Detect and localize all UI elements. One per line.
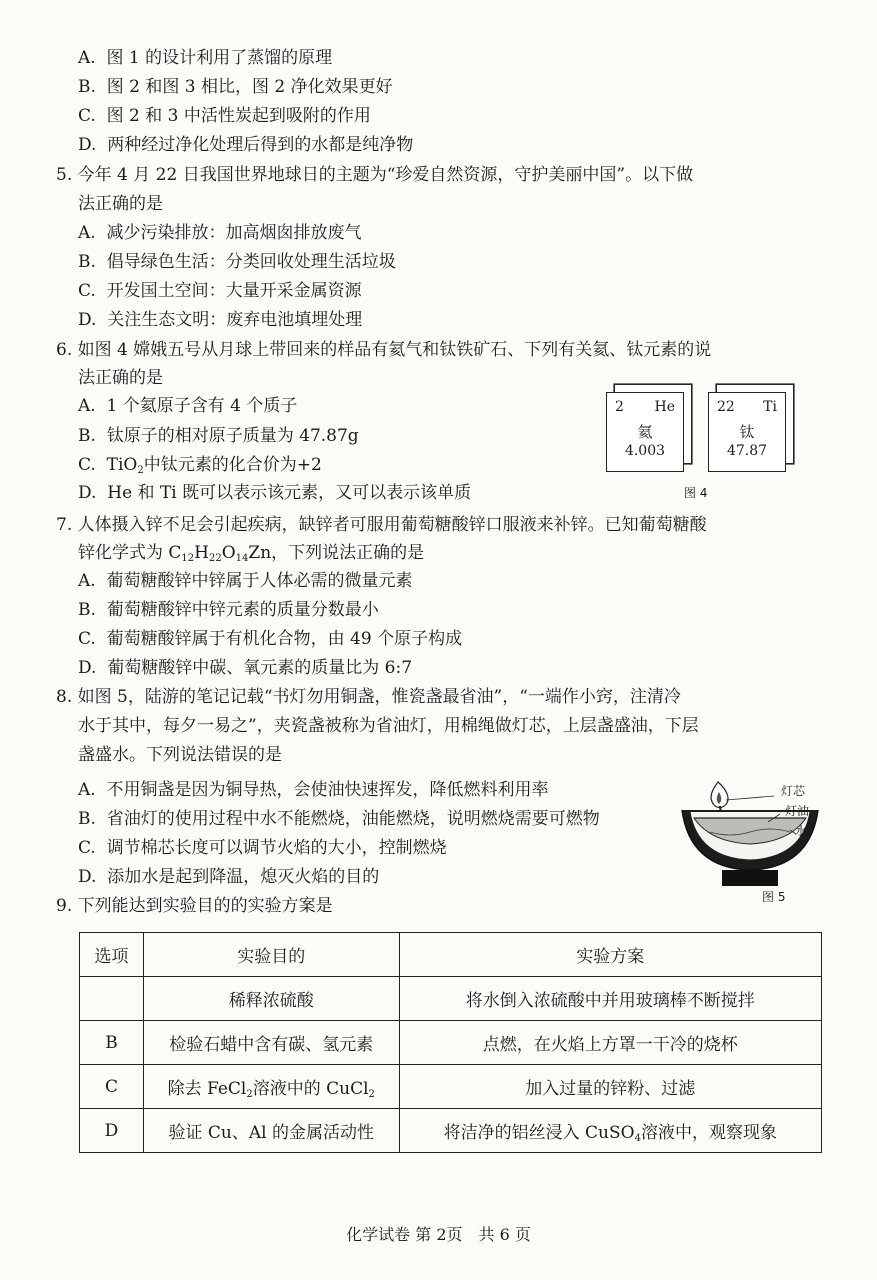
q4-option-a: A. 图 1 的设计利用了蒸馏的原理 bbox=[78, 48, 333, 68]
q4-option-b: B. 图 2 和图 3 相比，图 2 净化效果更好 bbox=[78, 77, 393, 97]
q7-option-a: A. 葡萄糖酸锌中锌属于人体必需的微量元素 bbox=[78, 571, 413, 591]
table-row bbox=[80, 1109, 822, 1153]
q5-option-b: B. 倡导绿色生活：分类回收处理生活垃圾 bbox=[78, 252, 396, 272]
q7-stem-cont: 锌化学式为 $C_{12}H_{22}O_{14}Zn$，下列说法正确的是 bbox=[78, 543, 425, 564]
figure-4-caption: 图 4 bbox=[684, 486, 708, 500]
q6-option-b: B. 钛原子的相对原子质量为 47.87g bbox=[78, 426, 359, 446]
element-symbol: He bbox=[654, 399, 675, 415]
figure-5-caption: 图 5 bbox=[762, 890, 786, 904]
element-symbol: Ti bbox=[763, 399, 777, 415]
atomic-mass: 4.003 bbox=[624, 443, 666, 459]
q6-option-a: A. 1 个氦原子含有 4 个质子 bbox=[78, 396, 298, 416]
q5-option-c: C. 开发国土空间：大量开采金属资源 bbox=[78, 281, 362, 301]
row-goal: 稀释浓硫酸 bbox=[143, 977, 399, 1021]
header-goal: 实验目的 bbox=[143, 933, 399, 977]
row-plan: 将水倒入浓硫酸中并用玻璃棒不断搅拌 bbox=[399, 977, 821, 1021]
q7-option-b: B. 葡萄糖酸锌中锌元素的质量分数最小 bbox=[78, 600, 379, 620]
atomic-mass: 47.87 bbox=[726, 443, 768, 459]
q4-option-c: C. 图 2 和 3 中活性炭起到吸附的作用 bbox=[78, 106, 371, 126]
row-plan: 将洁净的铝丝浸入 CuSO$_4$溶液中，观察现象 bbox=[399, 1109, 821, 1153]
row-option: B bbox=[80, 1021, 144, 1065]
q7-stem: 7. 人体摄入锌不足会引起疾病，缺锌者可服用葡萄糖酸锌口服液来补锌。已知葡萄糖酸 bbox=[56, 515, 707, 535]
page-footer: 化学试卷 第 2页 共 6 页 bbox=[346, 1225, 531, 1244]
table-row bbox=[80, 1065, 822, 1109]
header-option: 选项 bbox=[80, 933, 144, 977]
label-oil: 灯油 bbox=[785, 804, 810, 818]
q9-stem: 9. 下列能达到实验目的的实验方案是 bbox=[56, 896, 333, 916]
experiment-table bbox=[79, 932, 822, 1153]
q8-option-c: C. 调节棉芯长度可以调节火焰的大小，控制燃烧 bbox=[78, 838, 447, 858]
q6-option-c: C. TiO$_2$中钛元素的化合价为+2 bbox=[78, 455, 322, 476]
q8-option-a: A. 不用铜盏是因为铜导热，会使油快速挥发，降低燃料利用率 bbox=[78, 780, 549, 800]
q5-stem-cont: 法正确的是 bbox=[78, 194, 163, 214]
label-wick: 灯芯 bbox=[781, 784, 806, 798]
row-option: D bbox=[80, 1109, 144, 1153]
q5-option-d: D. 关注生态文明：废弃电池填埋处理 bbox=[78, 310, 363, 330]
row-plan: 点燃，在火焰上方罩一干冷的烧杯 bbox=[399, 1021, 821, 1065]
row-option bbox=[80, 977, 144, 1021]
atomic-number: 2 bbox=[615, 399, 624, 415]
table-row bbox=[80, 1021, 822, 1065]
q7-option-d: D. 葡萄糖酸锌中碳、氧元素的质量比为 6:7 bbox=[78, 658, 413, 678]
row-goal: 除去 FeCl$_2$溶液中的 CuCl$_2$ bbox=[143, 1065, 399, 1109]
header-plan: 实验方案 bbox=[399, 933, 821, 977]
q7-option-c: C. 葡萄糖酸锌属于有机化合物，由 49 个原子构成 bbox=[78, 629, 463, 649]
q8-stem-cont-2: 盏盛水。下列说法错误的是 bbox=[78, 745, 282, 765]
q8-option-b: B. 省油灯的使用过程中水不能燃烧，油能燃烧，说明燃烧需要可燃物 bbox=[78, 809, 600, 829]
row-plan: 加入过量的锌粉、过滤 bbox=[399, 1065, 821, 1109]
element-name: 钛 bbox=[739, 423, 755, 441]
element-card-helium bbox=[606, 392, 684, 472]
q8-option-d: D. 添加水是起到降温，熄灭火焰的目的 bbox=[78, 867, 380, 887]
row-goal: 检验石蜡中含有碳、氢元素 bbox=[143, 1021, 399, 1065]
q4-option-d: D. 两种经过净化处理后得到的水都是纯净物 bbox=[78, 135, 414, 155]
lamp-foot-icon bbox=[722, 870, 778, 886]
q5-stem: 5. 今年 4 月 22 日我国世界地球日的主题为“珍爱自然资源，守护美丽中国”。以下做 bbox=[56, 165, 694, 185]
q5-option-a: A. 减少污染排放：加高烟囱排放废气 bbox=[78, 223, 362, 243]
label-water: 水 bbox=[795, 824, 808, 838]
row-option: C bbox=[80, 1065, 144, 1109]
table-row bbox=[80, 977, 822, 1021]
atomic-number: 22 bbox=[717, 399, 735, 415]
q6-stem-cont: 法正确的是 bbox=[78, 368, 163, 388]
element-card-titanium bbox=[708, 392, 786, 472]
table-header-row bbox=[80, 933, 822, 977]
q6-stem: 6. 如图 4 嫦娥五号从月球上带回来的样品有氦气和钛铁矿石、下列有关氦、钛元素的说 bbox=[56, 340, 712, 360]
q8-stem: 8. 如图 5，陆游的笔记记载“书灯勿用铜盏，惟瓷盏最省油”，“一端作小窍，注清冷 bbox=[56, 687, 681, 707]
q6-option-d: D. He 和 Ti 既可以表示该元素，又可以表示该单质 bbox=[78, 483, 472, 503]
q8-stem-cont-1: 水于其中，每夕一易之”，夹瓷盏被称为省油灯，用棉绳做灯芯，上层盏盛油，下层 bbox=[78, 716, 699, 736]
element-name: 氦 bbox=[637, 423, 653, 441]
row-goal: 验证 Cu、Al 的金属活动性 bbox=[143, 1109, 399, 1153]
